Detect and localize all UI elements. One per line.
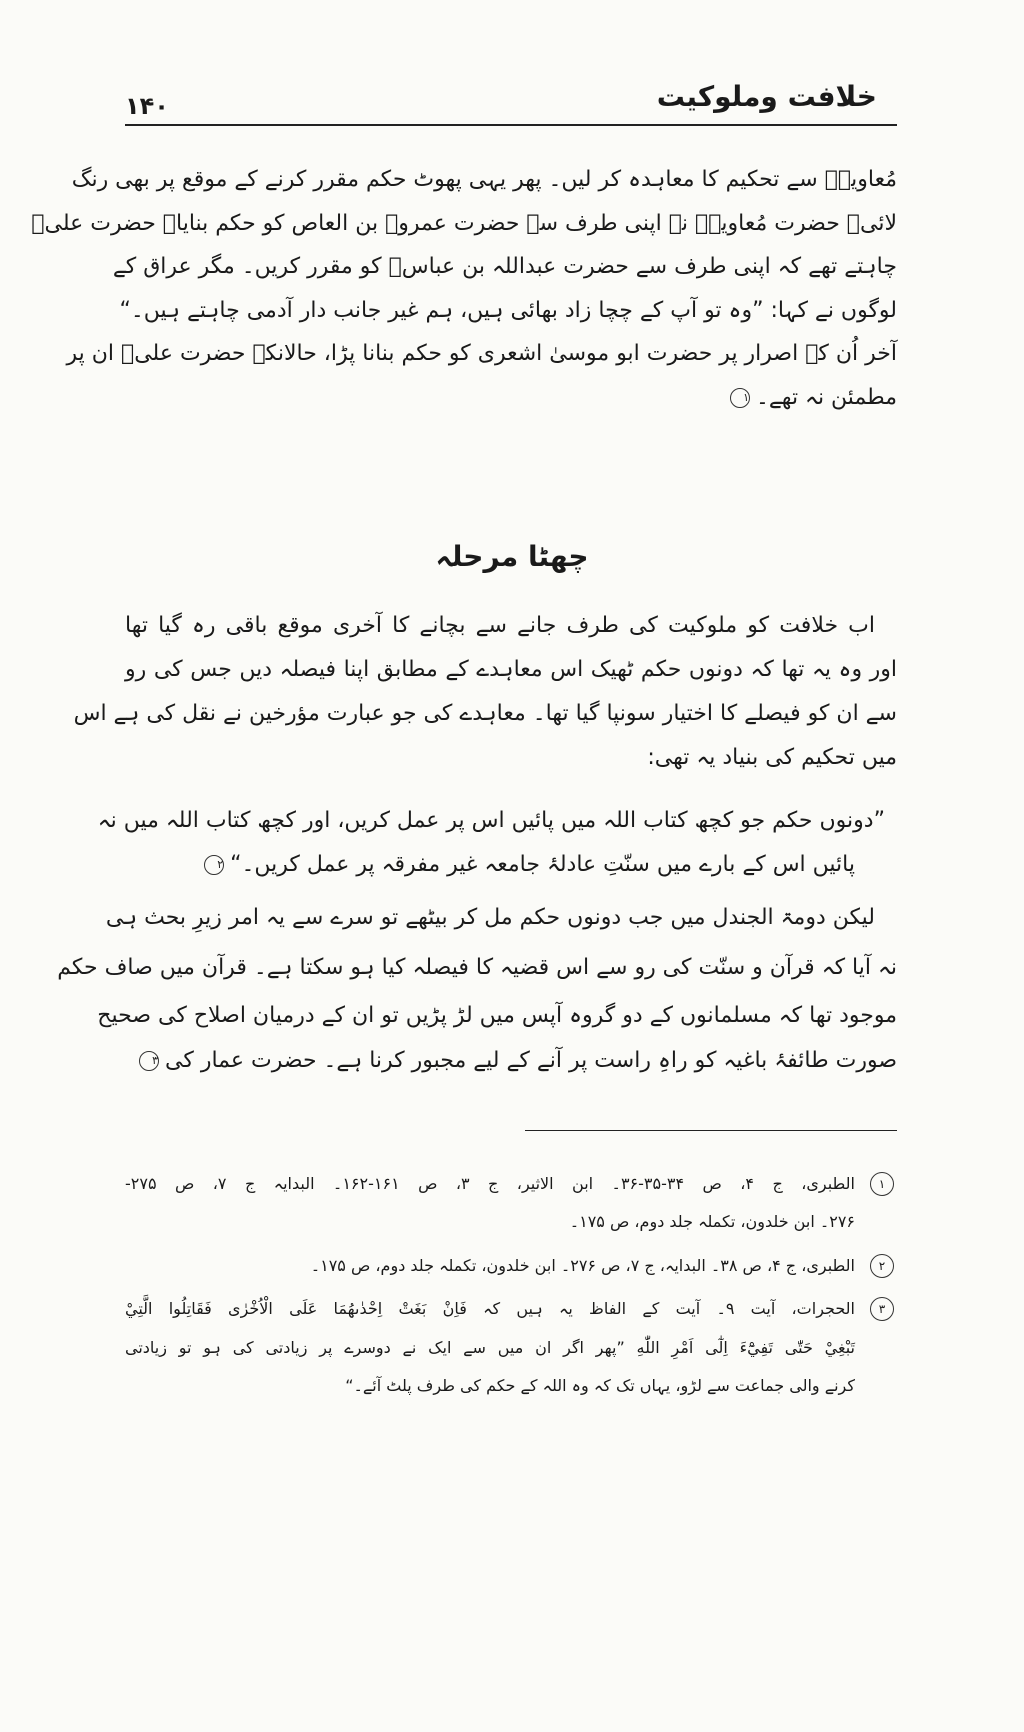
text-line: لیکن دومۃ الجندل میں جب دونوں حکم مل کر بیٹھے تو سرے سے یہ امر زیرِ بحث ہی <box>105 905 875 930</box>
text: مطمئن نہ تھے۔ <box>756 385 897 410</box>
footnote-line: الحجرات، آیت ۹۔ آیت کے الفاظ یہ ہیں کہ فَاِنْ بَغَتْ اِحْدٰىهُمَا عَلَى الْاُخْرٰى فَقَاتِلُوا الَّتِيْ <box>125 1299 855 1318</box>
footnote-ref: ۲ <box>204 855 224 875</box>
text-line: چاہتے تھے کہ اپنی طرف سے حضرت عبداللہ بن عباسؓ کو مقرر کریں۔ مگر عراق کے <box>112 254 897 279</box>
page-number: ۱۴۰ <box>125 92 169 120</box>
footnote-line: تَبْغِيْ حَتّٰى تَفِيْٓءَ اِلٰٓى اَمْرِ اللّٰهِ ”پھر اگر ان میں سے ایک نے دوسرے پر زیادتی کی ہو تو زیادتی <box>125 1338 855 1357</box>
footnote-line: ۲۷۶۔ ابن خلدون، تکملہ جلد دوم، ص ۱۷۵۔ <box>569 1212 855 1231</box>
text-line: موجود تھا کہ مسلمانوں کے دو گروہ آپس میں لڑ پڑیں تو ان کے درمیان اصلاح کی صحیح <box>97 1003 897 1028</box>
text-line: ”دونوں حکم جو کچھ کتاب اللہ میں پائیں اس پر عمل کریں، اور کچھ کتاب اللہ میں نہ <box>97 808 885 833</box>
footnote-line: الطبری، ج ۴، ص ۳۸۔ البدایہ، ج ۷، ص ۲۷۶۔ ابن خلدون، تکملہ جلد دوم، ص ۱۷۵۔ <box>310 1256 855 1275</box>
text-line <box>145 847 855 883</box>
footnote-line: الطبری، ج ۴، ص ۳۴-۳۵-۳۶۔ ابن الاثیر، ج ۳، ص ۱۶۱-۱۶۲۔ البدایہ ج ۷، ص ۲۷۵- <box>125 1174 855 1193</box>
text-line: سے ان کو فیصلے کا اختیار سونپا گیا تھا۔ معاہدے کی جو عبارت مؤرخین نے نقل کی ہے اس <box>73 701 897 726</box>
text-line: آخر اُن کے اصرار پر حضرت ابو موسیٰ اشعری کو حکم بنانا پڑا، حالانکہ حضرت علیؓ ان پر <box>66 341 897 366</box>
text: صورت طائفۂ باغیہ کو راہِ راست پر آنے کے لیے مجبور کرنا ہے۔ حضرت عمار کی <box>165 1048 897 1073</box>
text-line: میں تحکیم کی بنیاد یہ تھی: <box>647 745 897 770</box>
footnote-ref: ۳ <box>139 1051 159 1071</box>
header-rule <box>125 124 897 126</box>
text-line: لائی۔ حضرت مُعاویہؓ نے اپنی طرف سے حضرت عمروؓ بن العاص کو حکم بنایا۔ حضرت علیؓ <box>31 211 897 236</box>
footnote-number: ۲ <box>870 1254 894 1278</box>
section-heading: چھٹا مرحلہ <box>435 540 589 573</box>
footnote-number: ۳ <box>870 1297 894 1321</box>
book-title: خلافت وملوکیت <box>656 80 877 113</box>
footnote-number: ۱ <box>870 1172 894 1196</box>
footnote-rule <box>525 1130 897 1131</box>
text-line: مُعاویہؓ سے تحکیم کا معاہدہ کر لیں۔ پھر یہی پھوٹ حکم مقرر کرنے کے موقع پر بھی رنگ <box>71 167 897 192</box>
text: پائیں اس کے بارے میں سنّتِ عادلۂ جامعہ غیر مفرقہ پر عمل کریں۔“ <box>230 852 855 877</box>
text-line: اب خلافت کو ملوکیت کی طرف جانے سے بچانے کا آخری موقع باقی رہ گیا تھا <box>125 613 875 638</box>
text-line <box>125 1043 897 1079</box>
text-line: نہ آیا کہ قرآن و سنّت کی رو سے اس قضیہ کا فیصلہ کیا ہو سکتا ہے۔ قرآن میں صاف حکم <box>57 955 897 980</box>
text-line: اور وہ یہ تھا کہ دونوں حکم ٹھیک اس معاہدے کے مطابق اپنا فیصلہ دیں جس کی رو <box>125 657 897 682</box>
text-line <box>125 380 897 416</box>
text-line: لوگوں نے کہا: ”وہ تو آپ کے چچا زاد بھائی ہیں، ہم غیر جانب دار آدمی چاہتے ہیں۔“ <box>119 298 897 323</box>
footnote-ref: ۱ <box>730 388 750 408</box>
footnote-line: کرنے والی جماعت سے لڑو، یہاں تک کہ وہ اللہ کے حکم کی طرف پلٹ آئے۔“ <box>345 1376 855 1395</box>
